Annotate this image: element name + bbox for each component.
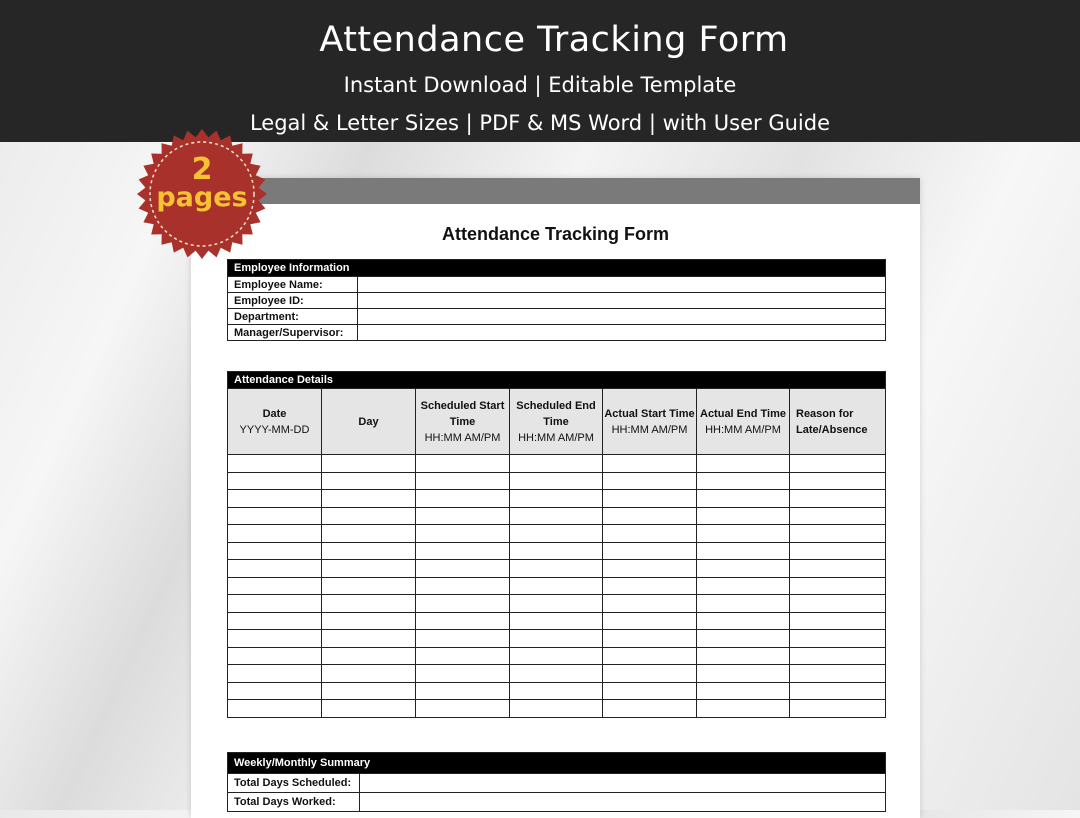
employee-info-row	[228, 325, 886, 341]
attendance-cell[interactable]	[510, 577, 603, 595]
attendance-column-header	[790, 389, 886, 455]
attendance-column-header	[322, 389, 416, 455]
attendance-cell[interactable]	[510, 472, 603, 490]
attendance-row	[228, 455, 886, 473]
attendance-cell[interactable]	[322, 560, 416, 578]
attendance-cell[interactable]	[603, 577, 697, 595]
attendance-cell[interactable]	[790, 595, 886, 613]
column-title: Actual End Time	[700, 407, 786, 420]
attendance-cell[interactable]	[416, 472, 510, 490]
attendance-cell[interactable]	[790, 700, 886, 718]
attendance-cell[interactable]	[697, 665, 790, 683]
attendance-cell[interactable]	[322, 647, 416, 665]
column-format-hint: HH:MM AM/PM	[611, 423, 688, 436]
attendance-row	[228, 595, 886, 613]
attendance-cell[interactable]	[603, 507, 697, 525]
employee-field-label: Manager/Supervisor:	[228, 325, 358, 341]
attendance-cell[interactable]	[510, 542, 603, 560]
attendance-cell[interactable]	[697, 612, 790, 630]
attendance-cell[interactable]	[603, 525, 697, 543]
attendance-cell[interactable]	[416, 560, 510, 578]
column-title: Date	[262, 407, 287, 420]
attendance-cell[interactable]	[416, 490, 510, 508]
attendance-cell[interactable]	[416, 595, 510, 613]
attendance-cell[interactable]	[790, 560, 886, 578]
attendance-details-header: Attendance Details	[228, 372, 886, 389]
attendance-cell[interactable]	[603, 647, 697, 665]
attendance-cell[interactable]	[790, 472, 886, 490]
attendance-cell[interactable]	[228, 542, 322, 560]
attendance-cell[interactable]	[416, 542, 510, 560]
employee-field-label: Employee Name:	[228, 277, 358, 293]
attendance-cell[interactable]	[416, 700, 510, 718]
attendance-row	[228, 525, 886, 543]
attendance-cell[interactable]	[416, 525, 510, 543]
attendance-cell[interactable]	[790, 507, 886, 525]
attendance-cell[interactable]	[228, 472, 322, 490]
badge-number: 2	[191, 152, 213, 187]
attendance-cell[interactable]	[697, 490, 790, 508]
banner-formats: Legal & Letter Sizes | PDF & MS Word | with User Guide	[249, 111, 831, 135]
attendance-cell[interactable]	[697, 525, 790, 543]
attendance-cell[interactable]	[790, 525, 886, 543]
attendance-cell[interactable]	[510, 525, 603, 543]
attendance-row	[228, 560, 886, 578]
summary-row	[228, 793, 886, 812]
attendance-cell[interactable]	[790, 612, 886, 630]
attendance-cell[interactable]	[790, 665, 886, 683]
attendance-cell[interactable]	[510, 665, 603, 683]
employee-info-header: Employee Information	[228, 260, 886, 277]
attendance-cell[interactable]	[228, 630, 322, 648]
attendance-cell[interactable]	[603, 665, 697, 683]
attendance-cell[interactable]	[510, 682, 603, 700]
attendance-column-header	[228, 389, 322, 455]
attendance-cell[interactable]	[228, 577, 322, 595]
attendance-cell[interactable]	[322, 612, 416, 630]
summary-field-value[interactable]	[360, 793, 886, 812]
attendance-cell[interactable]	[416, 507, 510, 525]
attendance-cell[interactable]	[510, 700, 603, 718]
attendance-cell[interactable]	[603, 595, 697, 613]
attendance-cell[interactable]	[322, 595, 416, 613]
attendance-cell[interactable]	[697, 577, 790, 595]
attendance-cell[interactable]	[790, 682, 886, 700]
pages-badge	[136, 128, 268, 260]
attendance-cell[interactable]	[603, 560, 697, 578]
attendance-cell[interactable]	[416, 682, 510, 700]
attendance-cell[interactable]	[697, 595, 790, 613]
column-title: Day	[358, 415, 379, 428]
attendance-row	[228, 665, 886, 683]
attendance-cell[interactable]	[416, 630, 510, 648]
attendance-column-header	[603, 389, 697, 455]
attendance-cell[interactable]	[416, 612, 510, 630]
attendance-cell[interactable]	[790, 630, 886, 648]
employee-field-value[interactable]	[358, 277, 886, 293]
attendance-cell[interactable]	[790, 647, 886, 665]
sheet-top-bar	[191, 178, 920, 204]
attendance-row	[228, 490, 886, 508]
attendance-cell[interactable]	[510, 490, 603, 508]
form-title: Attendance Tracking Form	[441, 224, 670, 244]
attendance-cell[interactable]	[322, 542, 416, 560]
attendance-cell[interactable]	[510, 507, 603, 525]
attendance-cell[interactable]	[697, 630, 790, 648]
column-title: Scheduled End Time	[516, 399, 596, 428]
attendance-row	[228, 472, 886, 490]
attendance-row	[228, 700, 886, 718]
summary-field-label: Total Days Worked:	[228, 793, 360, 812]
attendance-cell[interactable]	[697, 647, 790, 665]
attendance-cell[interactable]	[790, 577, 886, 595]
attendance-row	[228, 507, 886, 525]
attendance-cell[interactable]	[416, 577, 510, 595]
attendance-cell[interactable]	[228, 612, 322, 630]
attendance-cell[interactable]	[790, 542, 886, 560]
employee-info-row	[228, 309, 886, 325]
attendance-cell[interactable]	[228, 682, 322, 700]
attendance-cell[interactable]	[790, 490, 886, 508]
attendance-cell[interactable]	[697, 542, 790, 560]
attendance-cell[interactable]	[322, 665, 416, 683]
attendance-cell[interactable]	[603, 682, 697, 700]
attendance-cell[interactable]	[322, 490, 416, 508]
attendance-cell[interactable]	[603, 700, 697, 718]
attendance-cell[interactable]	[228, 507, 322, 525]
summary-table	[227, 752, 886, 812]
column-title: Scheduled Start Time	[420, 399, 505, 428]
attendance-cell[interactable]	[228, 560, 322, 578]
attendance-cell[interactable]	[416, 665, 510, 683]
attendance-cell[interactable]	[510, 595, 603, 613]
attendance-cell[interactable]	[322, 472, 416, 490]
attendance-column-header	[416, 389, 510, 455]
column-format-hint: HH:MM AM/PM	[705, 423, 781, 436]
employee-field-value[interactable]	[358, 325, 886, 341]
employee-field-value[interactable]	[358, 309, 886, 325]
attendance-cell[interactable]	[228, 700, 322, 718]
attendance-cell[interactable]	[228, 595, 322, 613]
attendance-row	[228, 577, 886, 595]
attendance-cell[interactable]	[228, 665, 322, 683]
summary-field-label: Total Days Scheduled:	[228, 774, 360, 793]
column-title: Reason for Late/Absence	[796, 407, 868, 436]
attendance-cell[interactable]	[510, 455, 603, 473]
attendance-cell[interactable]	[603, 630, 697, 648]
form-sheet	[191, 178, 920, 818]
attendance-cell[interactable]	[603, 455, 697, 473]
attendance-cell[interactable]	[322, 577, 416, 595]
employee-field-label: Employee ID:	[228, 293, 358, 309]
summary-field-value[interactable]	[360, 774, 886, 793]
attendance-cell[interactable]	[322, 525, 416, 543]
column-format-hint: HH:MM AM/PM	[518, 431, 594, 444]
attendance-cell[interactable]	[228, 455, 322, 473]
attendance-cell[interactable]	[603, 472, 697, 490]
attendance-cell[interactable]	[697, 455, 790, 473]
attendance-cell[interactable]	[697, 472, 790, 490]
attendance-details-table	[227, 371, 886, 718]
banner-subtitle: Instant Download | Editable Template	[343, 73, 737, 97]
attendance-cell[interactable]	[790, 455, 886, 473]
attendance-row	[228, 682, 886, 700]
attendance-cell[interactable]	[510, 630, 603, 648]
banner-title: Attendance Tracking Form	[319, 20, 789, 60]
attendance-cell[interactable]	[228, 490, 322, 508]
employee-field-value[interactable]	[358, 293, 886, 309]
employee-info-table	[227, 259, 886, 341]
attendance-column-header	[510, 389, 603, 455]
attendance-cell[interactable]	[322, 507, 416, 525]
attendance-cell[interactable]	[697, 682, 790, 700]
attendance-row	[228, 630, 886, 648]
summary-header: Weekly/Monthly Summary	[228, 753, 886, 774]
attendance-cell[interactable]	[510, 647, 603, 665]
employee-info-row	[228, 293, 886, 309]
column-title: Actual Start Time	[604, 407, 695, 420]
attendance-cell[interactable]	[416, 455, 510, 473]
attendance-cell[interactable]	[322, 682, 416, 700]
attendance-cell[interactable]	[603, 490, 697, 508]
attendance-cell[interactable]	[510, 560, 603, 578]
top-banner	[0, 0, 1080, 142]
attendance-cell[interactable]	[322, 700, 416, 718]
attendance-cell[interactable]	[603, 612, 697, 630]
attendance-cell[interactable]	[697, 560, 790, 578]
attendance-cell[interactable]	[697, 700, 790, 718]
attendance-row	[228, 647, 886, 665]
attendance-cell[interactable]	[416, 647, 510, 665]
attendance-row	[228, 612, 886, 630]
attendance-cell[interactable]	[228, 525, 322, 543]
column-format-hint: YYYY-MM-DD	[239, 423, 310, 436]
summary-row	[228, 774, 886, 793]
attendance-row	[228, 542, 886, 560]
badge-word: pages	[156, 182, 248, 213]
attendance-cell[interactable]	[322, 630, 416, 648]
attendance-cell[interactable]	[322, 455, 416, 473]
attendance-cell[interactable]	[510, 612, 603, 630]
column-format-hint: HH:MM AM/PM	[424, 431, 501, 444]
attendance-cell[interactable]	[228, 647, 322, 665]
attendance-column-header	[697, 389, 790, 455]
employee-field-label: Department:	[228, 309, 358, 325]
attendance-cell[interactable]	[697, 507, 790, 525]
attendance-cell[interactable]	[603, 542, 697, 560]
employee-info-row	[228, 277, 886, 293]
